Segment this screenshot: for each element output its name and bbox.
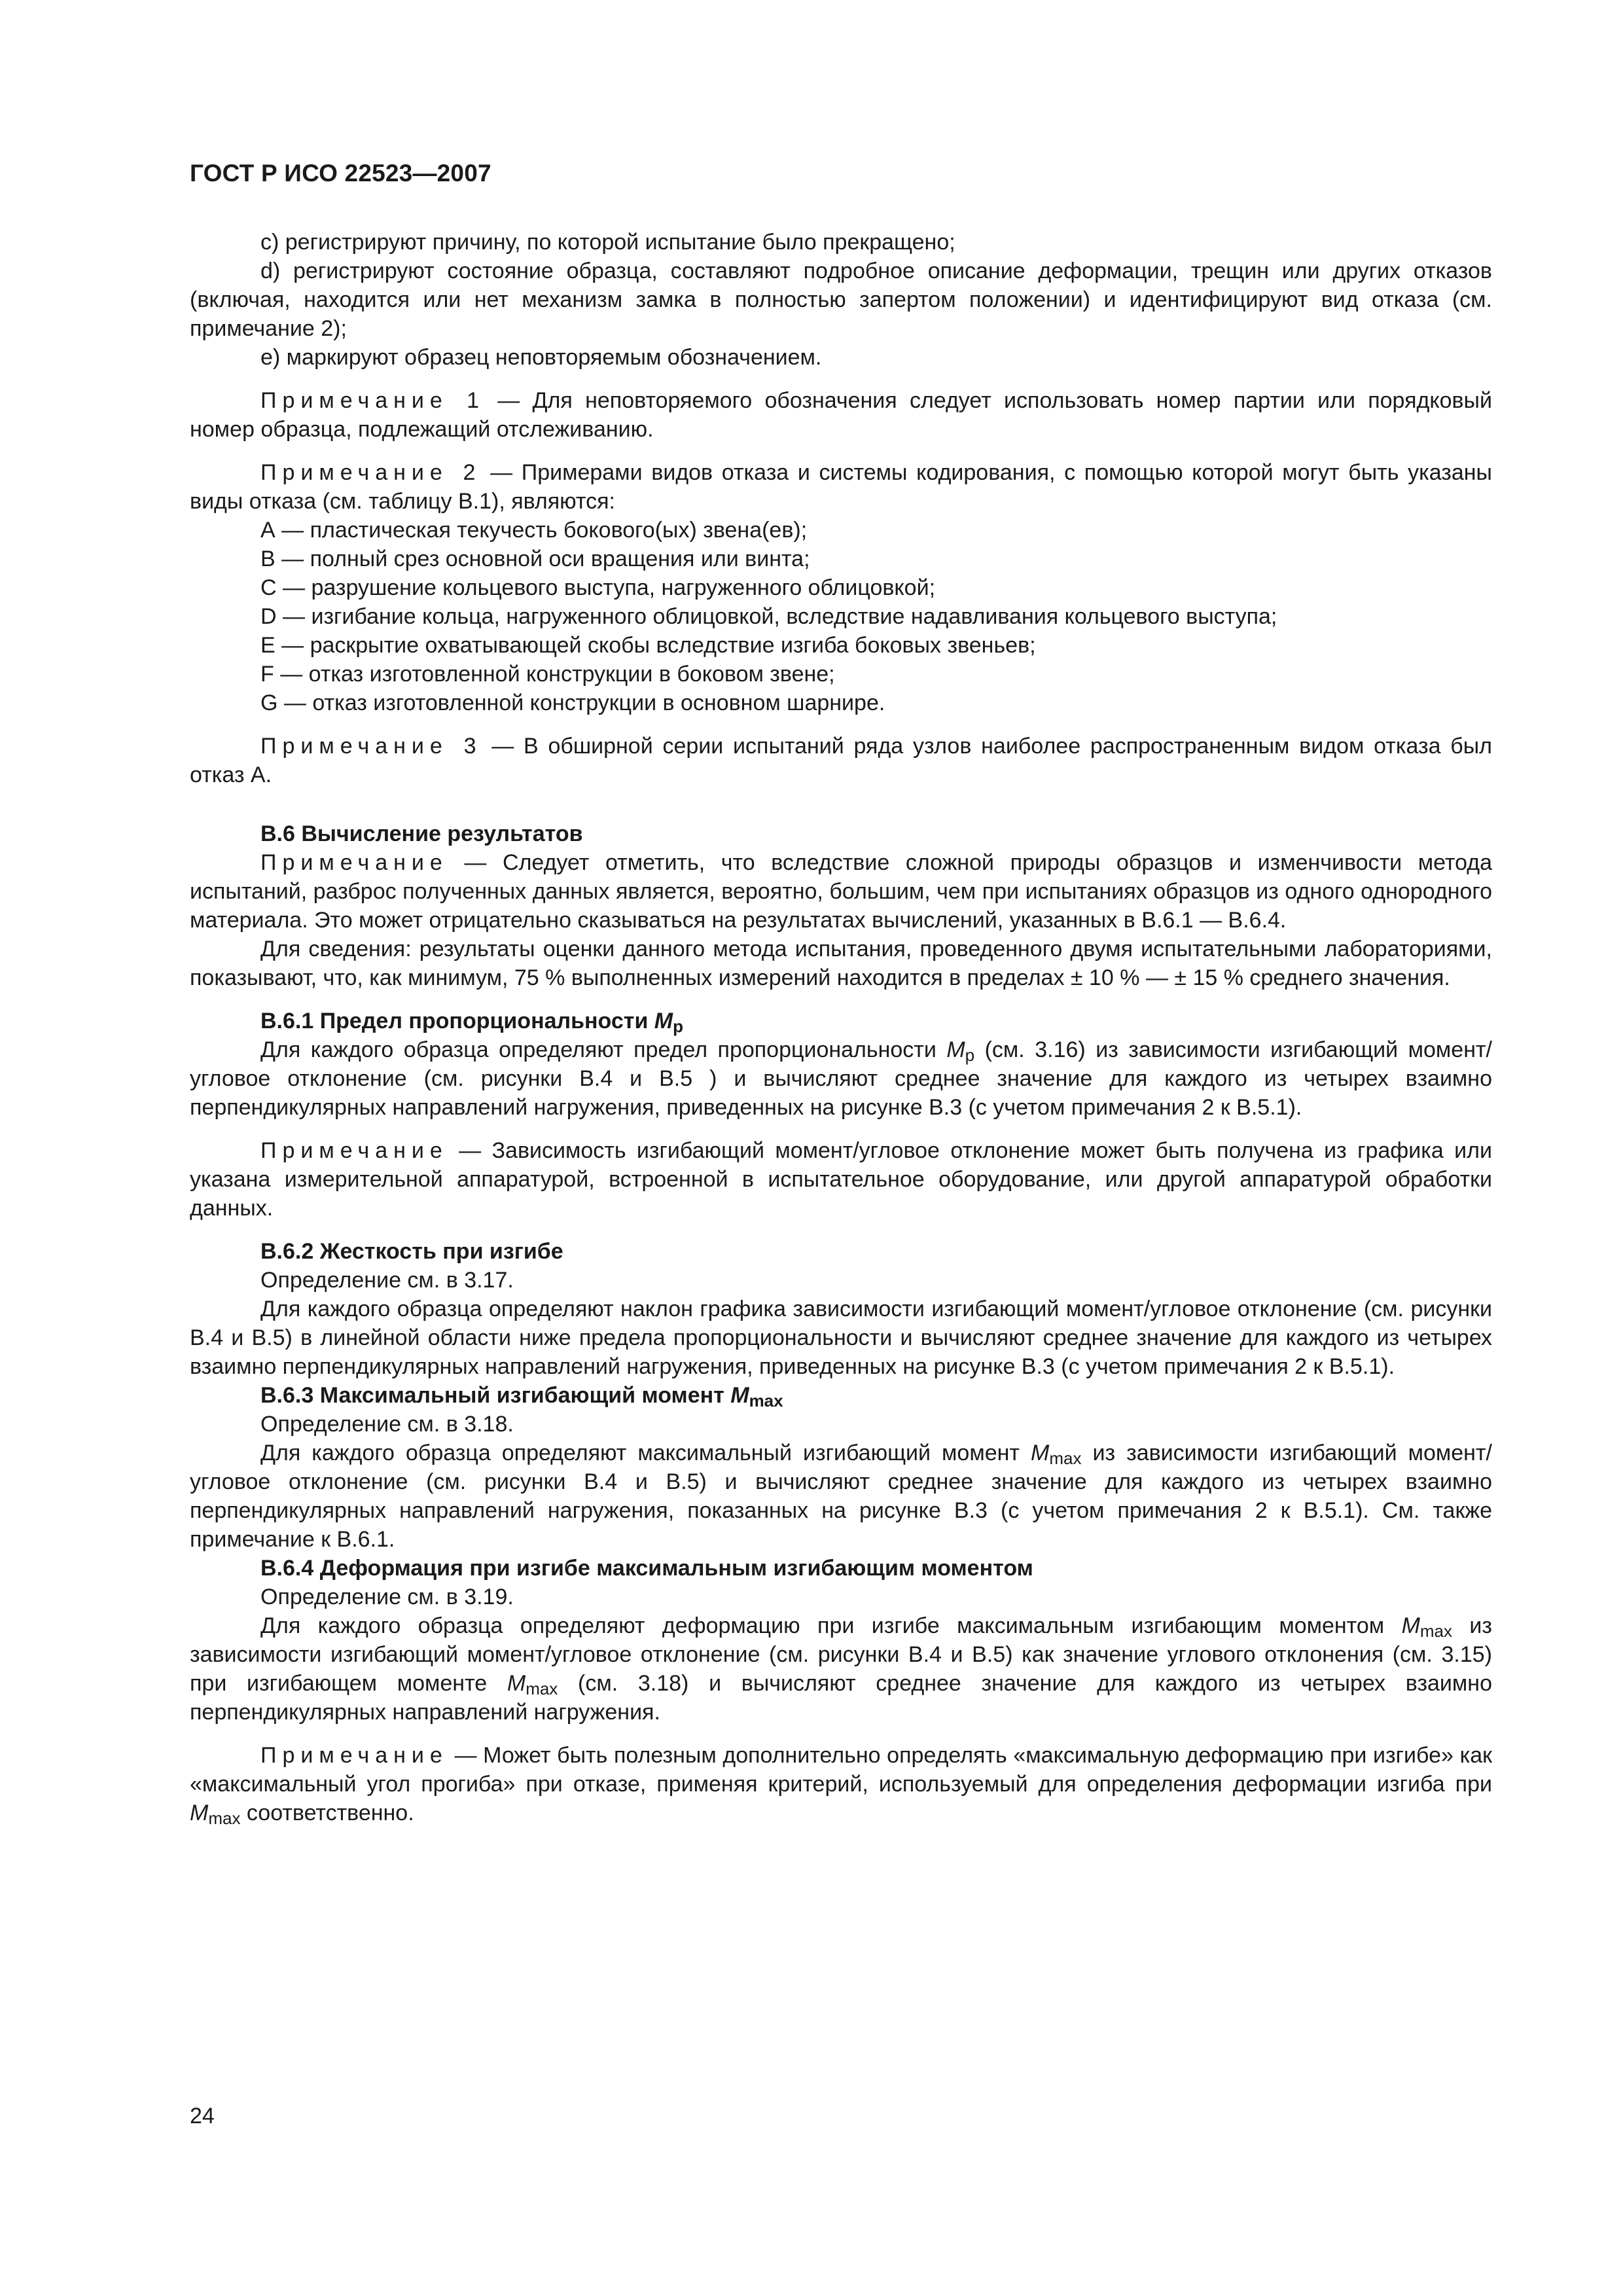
failure-mode-f: F — отказ изготовленной конструкции в боковом звене; [260,662,835,687]
symbol-m: M [1401,1613,1420,1638]
symbol-subscript: max [749,1391,783,1410]
b61-text: Для каждого образца определяют предел пропорциональности $M_p$ (см. 3.16) из зависимости изгибающий момент/угловое отклонение (см. рисунки В.4 и В.5 ) и вычисляют среднее значение для каждого из четырех взаимно перпендикулярных направлений нагружения, приведенных на рисунке В.3 (с учетом примечания 2 к В.5.1). [190,1037,1492,1120]
section-heading-b61: В.6.1 Предел пропорциональности $M_p$ [260,1009,684,1036]
note-text: — Для неповторяемого обозначения следует использовать номер партии или порядковый номер образца, подлежащий отслеживанию. [190,388,1492,442]
note-1 [190,386,1492,444]
b6-info: Для сведения: результаты оценки данного метода испытания, проведенного двумя испытательными лабораториями, показывают, что, как минимум, 75 % выполненных измерений находится в пределах ± 10 % — ± 15 % среднего значения. [190,937,1492,990]
note-text: — Зависимость изгибающий момент/угловое отклонение может быть получена из графика или указана измерительной аппаратурой, встроенной в испытательное оборудование, или другой аппаратурой обработки данных. [190,1138,1492,1221]
b62-text: Для каждого образца определяют наклон графика зависимости изгибающий момент/угловое отклонение (см. рисунки В.4 и В.5) в линейной области ниже предела пропорциональности и вычисляют среднее значение для каждого из четырех взаимно перпендикулярных направлений нагружения, приведенных на рисунке В.3 (с учетом примечания 2 к В.5.1). [190,1297,1492,1379]
failure-mode-c: С — разрушение кольцевого выступа, нагруженного облицовкой; [260,575,936,600]
note-3 [190,732,1492,789]
note-label: Примечание [260,1138,448,1163]
note-text: — Примерами видов отказа и системы кодирования, с помощью которой могут быть указаны виды отказа (см. таблицу В.1), являются: [190,460,1492,514]
b63-text: Для каждого образца определяют максимальный изгибающий момент $M_{max}$ из зависимости изгибающий момент/угловое отклонение (см. рисунки В.4 и В.5) и вычисляют среднее значение для каждого из четырех взаимно перпендикулярных направлений нагружения, показанных на рисунке В.3 (с учетом примечания 2 к В.5.1). См. также примечание к В.6.1. [190,1441,1492,1552]
note-2 [190,458,1492,516]
page-number: 24 [190,2104,215,2128]
symbol-subscript: max [1049,1448,1082,1468]
note-label: Примечание 1 [260,388,485,413]
symbol-subscript: max [208,1808,241,1828]
symbol-m: M [946,1037,965,1062]
b6-note [190,848,1492,935]
b64-note: Примечание — Может быть полезным дополнительно определять «максимальную деформацию при изгибе» как «максимальный угол прогиба» при отказе, применяя критерий, используемый для определения деформации изгиба при $M_{max}$ соответственно. [190,1743,1492,1828]
symbol-m: M [730,1383,749,1408]
note-label: Примечание 2 [260,460,482,485]
document-header: ГОСТ Р ИСО 22523—2007 [190,160,491,187]
b61-note [190,1136,1492,1223]
symbol-subscript: p [965,1045,975,1065]
symbol-m: M [654,1009,673,1033]
page-body [190,228,1492,1827]
list-item-d: d) регистрируют состояние образца, составляют подробное описание деформации, трещин или других отказов (включая, находится или нет механизм замка в полностью запертом положении) и идентифицируют вид отказа (см. примечание 2); [190,259,1492,341]
list-item-e: е) маркируют образец неповторяемым обозначением. [260,345,822,370]
section-heading-b6: В.6 Вычисление результатов [260,821,583,846]
note-label: Примечание [260,1743,448,1768]
symbol-m: M [190,1801,209,1825]
note-label: Примечание 3 [260,734,482,759]
failure-mode-g: G — отказ изготовленной конструкции в основном шарнире. [260,691,885,715]
symbol-subscript: p [673,1016,684,1036]
symbol-m: M [1031,1441,1050,1465]
note-label: Примечание [260,850,448,875]
symbol-subscript: max [526,1679,558,1698]
failure-mode-a: А — пластическая текучесть бокового(ых) звена(ев); [260,518,808,543]
failure-mode-b: В — полный срез основной оси вращения или винта; [260,547,810,571]
failure-mode-e: Е — раскрытие охватывающей скобы вследствие изгиба боковых звеньев; [260,633,1036,658]
section-heading-b64: В.6.4 Деформация при изгибе максимальным изгибающим моментом [260,1556,1033,1581]
b63-definition: Определение см. в 3.18. [260,1412,514,1437]
section-heading-b62: В.6.2 Жесткость при изгибе [260,1239,563,1264]
b62-definition: Определение см. в 3.17. [260,1268,514,1293]
note-text: — В обширной серии испытаний ряда узлов наиболее распространенным видом отказа был отказ А. [190,734,1492,787]
note-text: — Следует отметить, что вследствие сложной природы образцов и изменчивости метода испытаний, разброс полученных данных является, вероятно, большим, чем при испытаниях образцов из одного однородного материала. Это может отрицательно сказываться на результатах вычислений, указанных в В.6.1 — В.6.4. [190,850,1492,933]
b64-text: Для каждого образца определяют деформацию при изгибе максимальным изгибающим моментом $M_{max}$ из зависимости изгибающий момент/угловое отклонение (см. рисунки В.4 и В.5) как значение углового отклонения (см. 3.15) при изгибающем моменте $M_{max}$ (см. 3.18) и вычисляют среднее значение для каждого из четырех взаимно перпендикулярных направлений нагружения. [190,1613,1493,1725]
symbol-subscript: max [1419,1621,1453,1641]
failure-mode-d: D — изгибание кольца, нагруженного облицовкой, вследствие надавливания кольцевого выступа; [260,604,1277,629]
b64-definition: Определение см. в 3.19. [260,1585,514,1609]
symbol-m: M [507,1671,526,1696]
section-heading-b63: В.6.3 Максимальный изгибающий момент $M_{max}$ [260,1383,783,1410]
list-item-c: с) регистрируют причину, по которой испытание было прекращено; [260,230,955,255]
